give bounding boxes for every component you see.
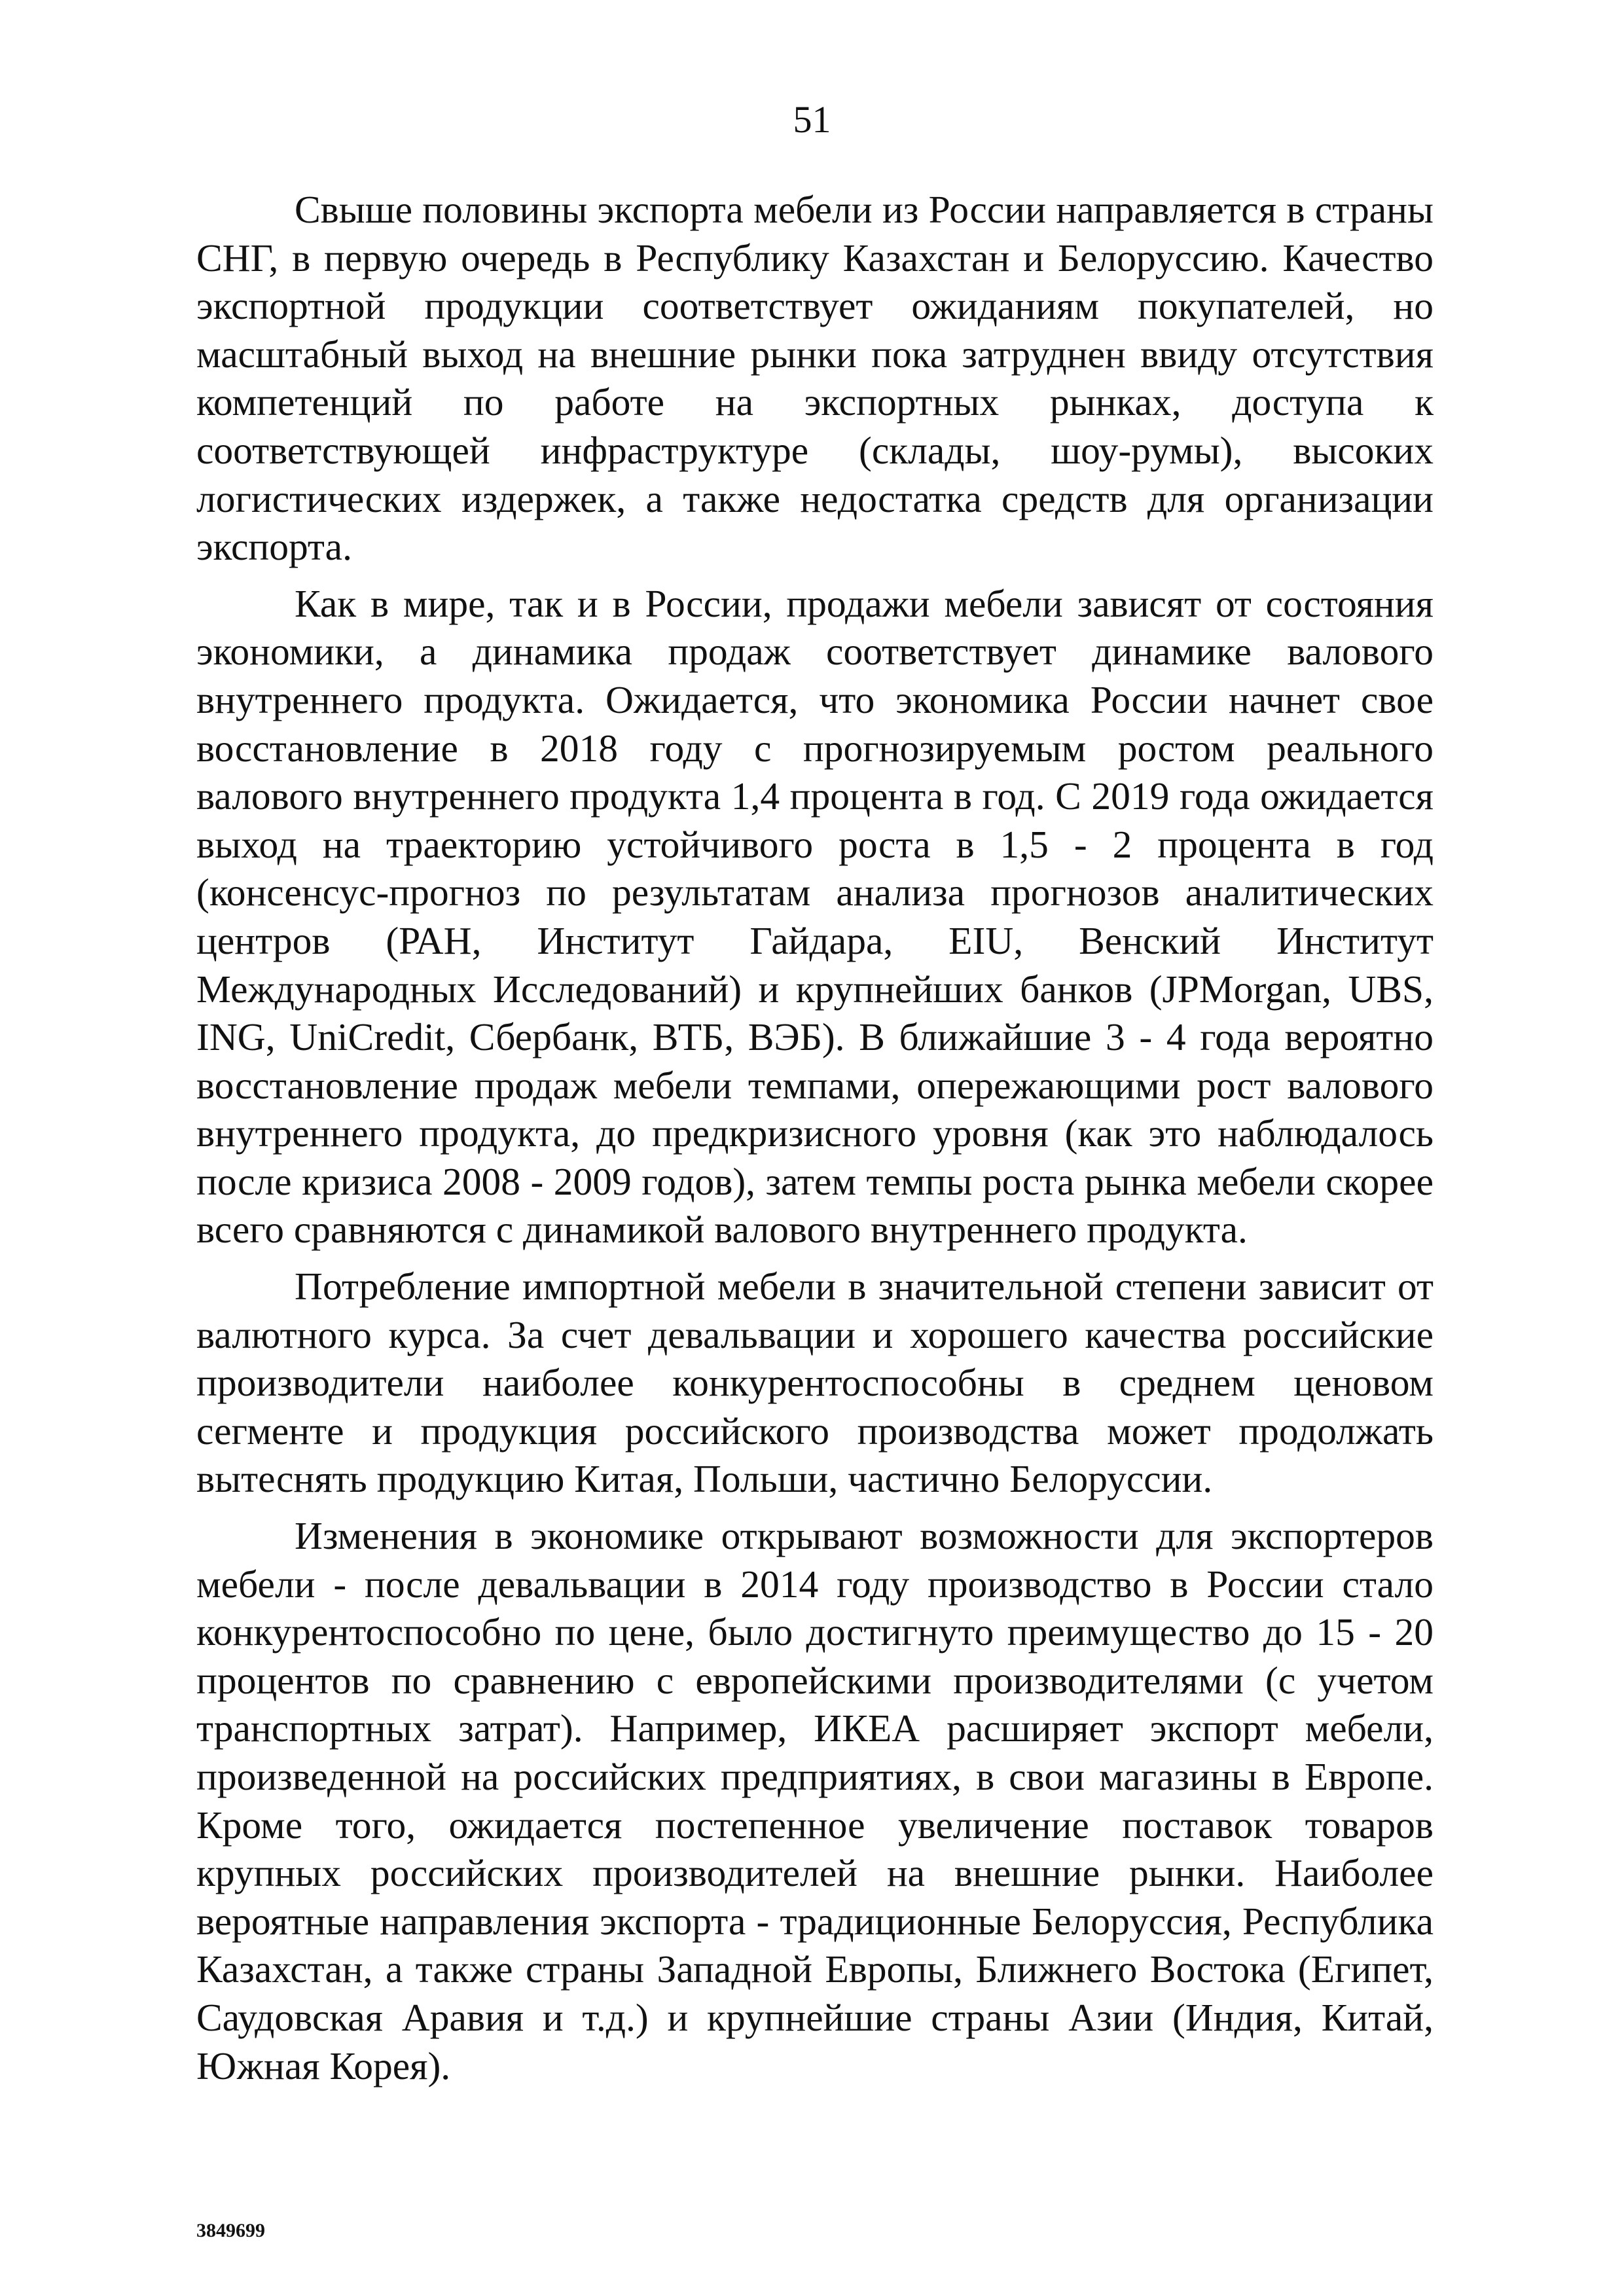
paragraph-import-consumption: Потребление импортной мебели в значительной степени зависит от валютного курса. За счет девальвации и хорошего качества российские производители наиболее конкурентоспособны в среднем ценовом сегменте и продукция российского производства может продолжать вытеснять продукцию Китая, Польши, частично Белоруссии.: [196, 1265, 1434, 1501]
paragraph-export-opportunities: Изменения в экономике открывают возможности для экспортеров мебели - после девальвации в 2014 году производство в России стало конкурентоспособно по цене, было достигнуто преимущество до 15 - 20 процентов по сравнению с европейскими производителями (с учетом транспортных затрат). Например, ИКЕА расширяет экспорт мебели, произведенной на российских предприятиях, в свои магазины в Европе. Кроме того, ожидается постепенное увеличение поставок товаров крупных российских производителей на внешние рынки. Наиболее вероятные направления экспорта - традиционные Белоруссия, Республика Казахстан, а также страны Западной Европы, Ближнего Востока (Египет, Саудовская Аравия и т.д.) и крупнейшие страны Азии (Индия, Китай, Южная Корея).: [196, 1514, 1434, 2087]
paragraph-economic-forecast: Как в мире, так и в России, продажи мебели зависят от состояния экономики, а динамика продаж соответствует динамике валового внутреннего продукта. Ожидается, что экономика России начнет свое восстановление в 2018 году с прогнозируемым ростом реального валового внутреннего продукта 1,4 процента в год. С 2019 года ожидается выход на траекторию устойчивого роста в 1,5 - 2 процента в год (консенсус-прогноз по результатам анализа прогнозов аналитических центров (РАН, Институт Гайдара, EIU, Венский Институт Международных Исследований) и крупнейших банков (JPMorgan, UBS, ING, UniCredit, Сбербанк, ВТБ, ВЭБ). В ближайшие 3 - 4 года вероятно восстановление продаж мебели темпами, опережающими рост валового внутреннего продукта, до предкризисного уровня (как это наблюдалось после кризиса 2008 - 2009 годов), затем темпы роста рынка мебели скорее всего сравняются с динамикой валового внутреннего продукта.: [196, 581, 1434, 1252]
page-number: 51: [793, 98, 831, 141]
document-id: 3849699: [196, 2220, 265, 2241]
document-body: [196, 186, 1434, 2099]
paragraph-export-structure: Свыше половины экспорта мебели из России направляется в страны СНГ, в первую очередь в Республику Казахстан и Белоруссию. Качество экспортной продукции соответствует ожиданиям покупателей, но масштабный выход на внешние рынки пока затруднен ввиду отсутствия компетенций по работе на экспортных рынках, доступа к соответствующей инфраструктуре (склады, шоу-румы), высоких логистических издержек, а также недостатка средств для организации экспорта.: [196, 188, 1434, 569]
